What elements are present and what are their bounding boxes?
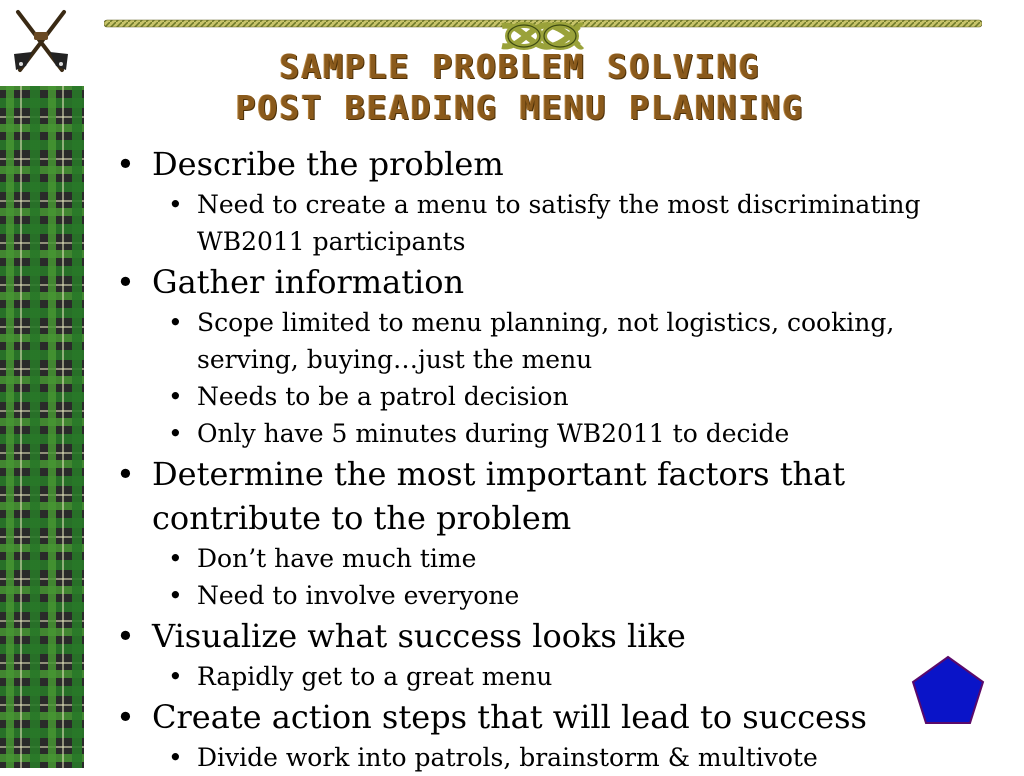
bullet-visualize-success: • Visualize what success looks like — [110, 614, 990, 658]
sub-bullet-great-menu: • Rapidly get to a great menu — [110, 658, 990, 695]
slide-title — [120, 46, 920, 128]
pentagon-icon[interactable] — [910, 654, 986, 726]
sub-bullet-five-minutes: • Only have 5 minutes during WB2011 to decide — [110, 415, 990, 452]
bullet-determine-factors: • Determine the most important factors that contribute to the problem — [110, 452, 990, 540]
bullet-action-steps: • Create action steps that will lead to success — [110, 695, 990, 739]
bullet-gather-information: • Gather information — [110, 260, 990, 304]
title-line-2: POST BEADING MENU PLANNING — [235, 88, 805, 127]
sub-bullet-involve-everyone: • Need to involve everyone — [110, 577, 990, 614]
sub-bullet-patrol-decision: • Needs to be a patrol decision — [110, 378, 990, 415]
bullet-list — [110, 142, 990, 776]
crossed-axes-icon — [4, 4, 78, 78]
title-line-1: SAMPLE PROBLEM SOLVING — [279, 47, 761, 86]
sub-bullet-scope: • Scope limited to menu planning, not logistics, cooking, serving, buying…just the menu — [110, 304, 990, 378]
sub-bullet-divide-work: • Divide work into patrols, brainstorm & multivote — [110, 739, 990, 776]
sub-bullet-need-menu: • Need to create a menu to satisfy the most discriminating WB2011 participants — [110, 186, 990, 260]
bullet-describe-problem: • Describe the problem — [110, 142, 990, 186]
plaid-sidebar-decoration — [0, 86, 84, 768]
sub-bullet-time: • Don’t have much time — [110, 540, 990, 577]
